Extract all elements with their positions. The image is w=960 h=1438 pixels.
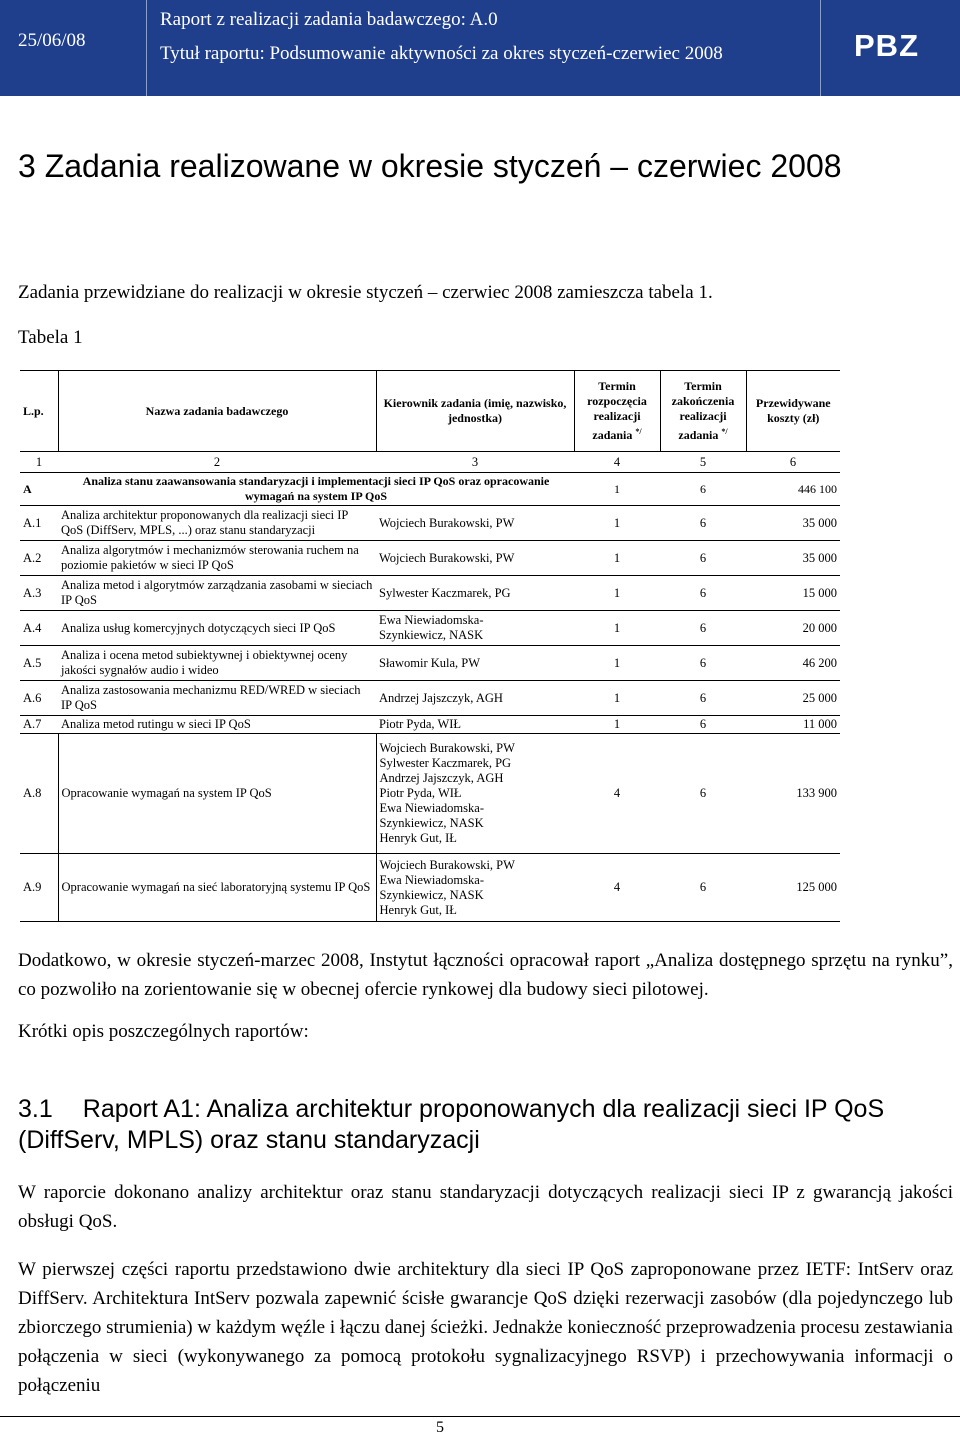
row-lp: A.9 xyxy=(20,854,58,922)
col-number: 3 xyxy=(376,452,574,473)
short-description-label: Krótki opis poszczególnych raportów: xyxy=(18,1021,309,1042)
row-cost: 25 000 xyxy=(746,681,840,716)
table-row xyxy=(20,646,840,681)
report-paragraph: W raporcie dokonano analizy architektur oraz stanu standaryzacji dotyczących realizacji sieci IP z gwarancją jakości obsługi QoS. xyxy=(18,1182,953,1232)
table-caption: Tabela 1 xyxy=(18,327,83,348)
col-number: 5 xyxy=(660,452,746,473)
header-start: Termin rozpoczęcia realizacji zadania */ xyxy=(574,371,660,452)
table-row xyxy=(20,576,840,611)
header-divider xyxy=(820,0,821,96)
row-end: 6 xyxy=(660,681,746,716)
row-lp: A.2 xyxy=(20,541,58,576)
table-row xyxy=(20,716,840,734)
row-task-name: Analiza metod i algorytmów zarządzania zasobami w sieciach IP QoS xyxy=(58,576,376,611)
row-start: 1 xyxy=(574,646,660,681)
row-end: 6 xyxy=(660,854,746,922)
header-end: Termin zakończenia realizacji zadania */ xyxy=(660,371,746,452)
row-start: 1 xyxy=(574,681,660,716)
row-end: 6 xyxy=(660,576,746,611)
row-start: 1 xyxy=(574,506,660,541)
table-row-section-a xyxy=(20,473,840,506)
row-task-name: Opracowanie wymagań na system IP QoS xyxy=(58,734,376,854)
col-number: 4 xyxy=(574,452,660,473)
row-lp: A.1 xyxy=(20,506,58,541)
row-task-name: Analiza i ocena metod subiektywnej i obiektywnej oceny jakości sygnałów audio i wideo xyxy=(58,646,376,681)
row-manager: Andrzej Jajszczyk, AGH xyxy=(376,681,574,716)
header-divider xyxy=(146,0,147,96)
row-end: 6 xyxy=(660,541,746,576)
subsection-title-text: Raport A1: Analiza architektur proponowanych dla realizacji sieci IP QoS (DiffServ, MPLS) oraz stanu standaryzacji xyxy=(18,1095,885,1154)
table-row xyxy=(20,681,840,716)
header-lp: L.p. xyxy=(20,371,58,452)
row-manager: Sławomir Kula, PW xyxy=(376,646,574,681)
col-number: 1 xyxy=(20,452,58,473)
row-task-name: Analiza metod rutingu w sieci IP QoS xyxy=(58,716,376,734)
header-title-line: Tytuł raportu: Podsumowanie aktywności za okres styczeń-czerwiec 2008 xyxy=(160,43,723,64)
row-lp: A.8 xyxy=(20,734,58,854)
header-report-line: Raport z realizacji zadania badawczego: A.0 xyxy=(160,9,498,30)
table-row xyxy=(20,541,840,576)
pbz-logo: PBZ xyxy=(854,28,919,63)
row-lp: A.4 xyxy=(20,611,58,646)
row-end: 6 xyxy=(660,611,746,646)
intro-paragraph: Zadania przewidziane do realizacji w okresie styczeń – czerwiec 2008 zamieszcza tabela 1. xyxy=(18,282,713,303)
row-lp: A.5 xyxy=(20,646,58,681)
row-manager: Piotr Pyda, WIŁ xyxy=(376,716,574,734)
row-manager: Sylwester Kaczmarek, PG xyxy=(376,576,574,611)
row-lp: A xyxy=(20,473,58,506)
tasks-table xyxy=(20,370,840,922)
row-start: 1 xyxy=(574,473,660,506)
page-number: 5 xyxy=(436,1419,444,1436)
row-start: 1 xyxy=(574,541,660,576)
row-lp: A.6 xyxy=(20,681,58,716)
row-manager: Wojciech Burakowski, PW Sylwester Kaczmarek, PG Andrzej Jajszczyk, AGH Piotr Pyda, WIŁ Ewa Niewiadomska- Szynkiewicz, NASK Henryk Gut, IŁ xyxy=(376,734,574,854)
row-cost: 46 200 xyxy=(746,646,840,681)
table-row xyxy=(20,734,840,854)
row-manager: Wojciech Burakowski, PW xyxy=(376,541,574,576)
row-task-name: Analiza architektur proponowanych dla realizacji sieci IP QoS (DiffServ, MPLS, ...) oraz stanu standaryzacji xyxy=(58,506,376,541)
additional-paragraph: Dodatkowo, w okresie styczeń-marzec 2008, Instytut łączności opracował raport „Analiza dostępnego sprzętu na rynku”, co pozwoliło na zorientowanie się w obecnej ofercie rynkowej dla budowy sieci pilotowej. xyxy=(18,950,953,1000)
row-cost: 125 000 xyxy=(746,854,840,922)
row-cost: 15 000 xyxy=(746,576,840,611)
row-end: 6 xyxy=(660,473,746,506)
col-number: 2 xyxy=(58,452,376,473)
header-manager: Kierownik zadania (imię, nazwisko, jednostka) xyxy=(376,371,574,452)
row-end: 6 xyxy=(660,734,746,854)
header-date: 25/06/08 xyxy=(18,30,86,51)
row-cost: 446 100 xyxy=(746,473,840,506)
row-task-name: Analiza usług komercyjnych dotyczących sieci IP QoS xyxy=(58,611,376,646)
row-start: 1 xyxy=(574,611,660,646)
row-end: 6 xyxy=(660,506,746,541)
architecture-paragraph: W pierwszej części raportu przedstawiono dwie architektury dla sieci IP QoS zaproponowane przez IETF: IntServ oraz DiffServ. Architektura IntServ pozwala zapewnić ścisłe gwarancje QoS dzięki rezerwacji zasobów (dla pojedynczego lub zbiorczego strumienia) w każdym węźle i łączu danej ścieżki. Jednakże konieczność przeprowadzenia procesu zestawiania połączenia w sieci (wykonywanego za pomocą protokołu sygnalizacyjnego RSVP) i przechowywania informacji o połączeniu xyxy=(18,1259,953,1396)
row-task-name: Analiza stanu zaawansowania standaryzacji i implementacji sieci IP QoS oraz opracowanie wymagań na system IP QoS xyxy=(58,473,574,506)
table-row xyxy=(20,506,840,541)
row-start: 4 xyxy=(574,734,660,854)
row-cost: 133 900 xyxy=(746,734,840,854)
row-cost: 11 000 xyxy=(746,716,840,734)
row-cost: 35 000 xyxy=(746,541,840,576)
row-end: 6 xyxy=(660,716,746,734)
column-number-row xyxy=(20,452,840,473)
row-manager: Wojciech Burakowski, PW Ewa Niewiadomska- Szynkiewicz, NASK Henryk Gut, IŁ xyxy=(376,854,574,922)
page-header xyxy=(0,0,960,96)
header-task-name: Nazwa zadania badawczego xyxy=(58,371,376,452)
row-manager: Wojciech Burakowski, PW xyxy=(376,506,574,541)
col-number: 6 xyxy=(746,452,840,473)
table-row xyxy=(20,854,840,922)
row-lp: A.7 xyxy=(20,716,58,734)
row-cost: 20 000 xyxy=(746,611,840,646)
row-start: 1 xyxy=(574,716,660,734)
row-end: 6 xyxy=(660,646,746,681)
row-task-name: Analiza zastosowania mechanizmu RED/WRED w sieciach IP QoS xyxy=(58,681,376,716)
table-row xyxy=(20,611,840,646)
row-start: 4 xyxy=(574,854,660,922)
header-cost: Przewidywane koszty (zł) xyxy=(746,371,840,452)
table-header-row xyxy=(20,371,840,452)
subsection-title xyxy=(18,1094,953,1156)
row-task-name: Analiza algorytmów i mechanizmów sterowania ruchem na poziomie pakietów w sieci IP QoS xyxy=(58,541,376,576)
section-title: 3 Zadania realizowane w okresie styczeń – czerwiec 2008 xyxy=(18,148,842,184)
footer-divider xyxy=(0,1416,960,1417)
subsection-number: 3.1 xyxy=(18,1095,53,1123)
row-manager: Ewa Niewiadomska- Szynkiewicz, NASK xyxy=(376,611,574,646)
row-start: 1 xyxy=(574,576,660,611)
row-lp: A.3 xyxy=(20,576,58,611)
row-task-name: Opracowanie wymagań na sieć laboratoryjną systemu IP QoS xyxy=(58,854,376,922)
row-cost: 35 000 xyxy=(746,506,840,541)
